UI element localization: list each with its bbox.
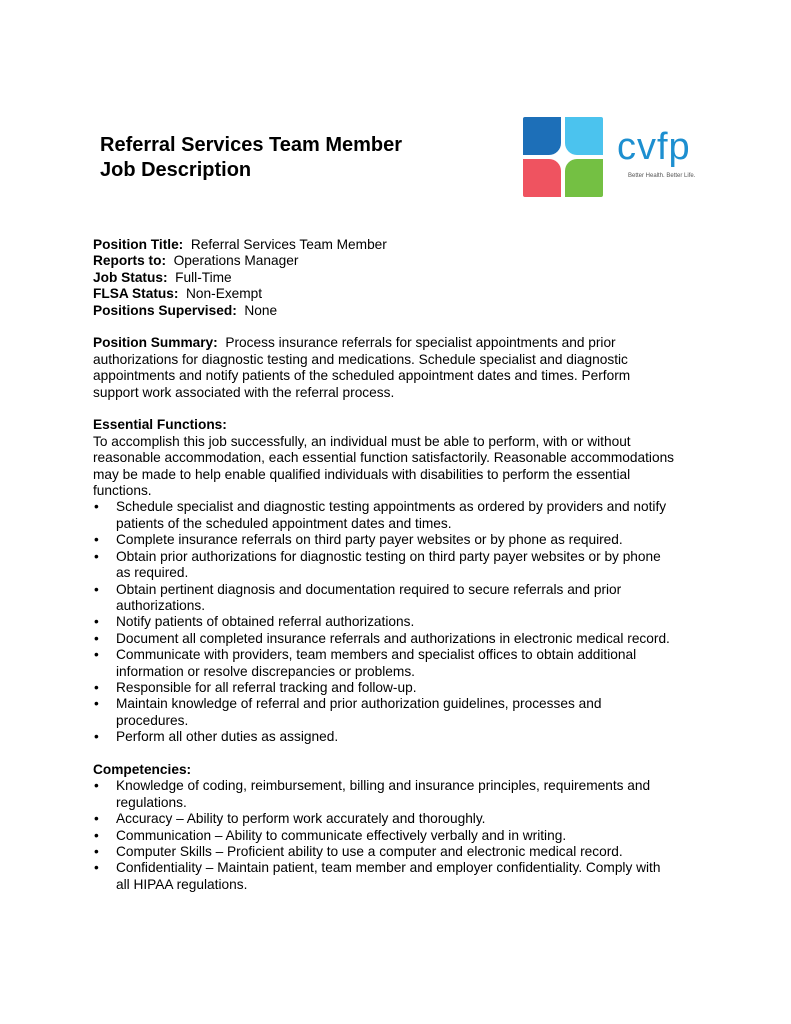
bullet-icon: • [94, 696, 99, 712]
list-item: • Maintain knowledge of referral and prior authorization guidelines, processes and procedures. [94, 696, 602, 728]
bullet-icon: • [94, 827, 99, 843]
info-label: Positions Supervised: [93, 302, 237, 318]
info-value: Full-Time [175, 269, 232, 285]
list-item: • Accuracy – Ability to perform work accurately and thoroughly. [94, 811, 486, 827]
info-positions-supervised [93, 303, 703, 319]
list-item: • Schedule specialist and diagnostic testing appointments as ordered by providers and notify patients of the scheduled appointment dates and times. [94, 499, 667, 531]
info-job-status [93, 270, 703, 286]
bullet-icon: • [94, 548, 99, 564]
bullet-icon: • [94, 843, 99, 859]
list-item: • Knowledge of coding, reimbursement, billing and insurance principles, requirements and regulations. [94, 778, 651, 810]
document-body [93, 237, 703, 893]
info-label: Position Title: [93, 237, 184, 252]
summary-line: appointments and notify patients of the scheduled appointment dates and times. Perform [93, 368, 631, 384]
cvfp-logo [523, 117, 703, 199]
title-line-1: Referral Services Team Member [100, 134, 403, 156]
list-item: • Document all completed insurance referrals and authorizations in electronic medical record. [94, 630, 670, 646]
info-flsa-status [93, 286, 703, 302]
summary-label: Position Summary: [93, 335, 218, 351]
bullet-icon: • [94, 532, 99, 548]
competencies-list [93, 778, 703, 893]
bullet-icon: • [94, 499, 99, 515]
essential-functions [93, 417, 703, 745]
bullet-icon: • [94, 614, 99, 630]
logo-square-light-blue [565, 117, 603, 155]
info-label: Job Status: [93, 269, 168, 285]
bullet-icon: • [94, 630, 99, 646]
bullet-icon: • [94, 860, 99, 876]
title-line-2: Job Description [100, 159, 252, 181]
list-item: • Obtain pertinent diagnosis and documentation required to secure referrals and prior authorizations. [94, 581, 622, 613]
essential-intro-line: may be made to help enable qualified individuals with disabilities to perform the essential [93, 466, 631, 482]
list-item: • Communicate with providers, team members and specialist offices to obtain additional information or resolve discrepancies or problems. [94, 647, 637, 679]
list-item: • Complete insurance referrals on third party payer websites or by phone as required. [94, 532, 623, 548]
summary-line: support work associated with the referral process. [93, 384, 395, 400]
essential-intro-line: reasonable accommodation, each essential function satisfactorily. Reasonable accommodations [93, 450, 675, 466]
competencies [93, 762, 703, 893]
logo-square-red [523, 159, 561, 197]
position-info [93, 237, 703, 319]
position-summary [93, 335, 703, 401]
logo-tagline: Better Health. Better Life. [628, 173, 696, 179]
info-value: Operations Manager [173, 253, 299, 269]
competencies-heading: Competencies: [93, 761, 192, 777]
bullet-icon: • [94, 647, 99, 663]
essential-heading: Essential Functions: [93, 417, 227, 433]
bullet-icon: • [94, 581, 99, 597]
list-item: • Obtain prior authorizations for diagnostic testing on third party payer websites or by phone as required. [94, 548, 661, 581]
info-label: Reports to: [93, 253, 166, 269]
logo-square-green [565, 159, 603, 197]
essential-list [93, 499, 703, 745]
info-value: Referral Services Team Member [190, 237, 387, 252]
logo-brand-text: cvfp [617, 126, 691, 168]
bullet-icon: • [94, 729, 99, 745]
info-position-title [93, 237, 703, 253]
list-item: • Notify patients of obtained referral authorizations. [94, 614, 415, 630]
bullet-icon: • [94, 778, 99, 794]
list-item: • Responsible for all referral tracking and follow-up. [94, 679, 417, 695]
list-item: • Computer Skills – Proficient ability to use a computer and electronic medical record. [94, 843, 623, 859]
list-item: • Confidentiality – Maintain patient, team member and employer confidentiality. Comply with all HIPAA regulations. [94, 860, 661, 892]
summary-line: authorizations for diagnostic testing and medications. Schedule specialist and diagnostic [93, 351, 628, 367]
info-label: FLSA Status: [93, 286, 179, 302]
logo-square-blue [523, 117, 561, 155]
info-reports-to [93, 253, 703, 269]
bullet-icon: • [94, 811, 99, 827]
info-value: Non-Exempt [186, 286, 263, 302]
bullet-icon: • [94, 679, 99, 695]
list-item: • Communication – Ability to communicate effectively verbally and in writing. [94, 827, 567, 843]
info-value: None [244, 302, 278, 318]
summary-line: Position Summary: Process insurance referrals for specialist appointments and prior [93, 335, 616, 351]
list-item: • Perform all other duties as assigned. [94, 729, 339, 745]
document-title [100, 133, 402, 183]
essential-intro-line: To accomplish this job successfully, an individual must be able to perform, with or without [93, 433, 631, 449]
essential-intro-line: functions. [93, 483, 152, 499]
